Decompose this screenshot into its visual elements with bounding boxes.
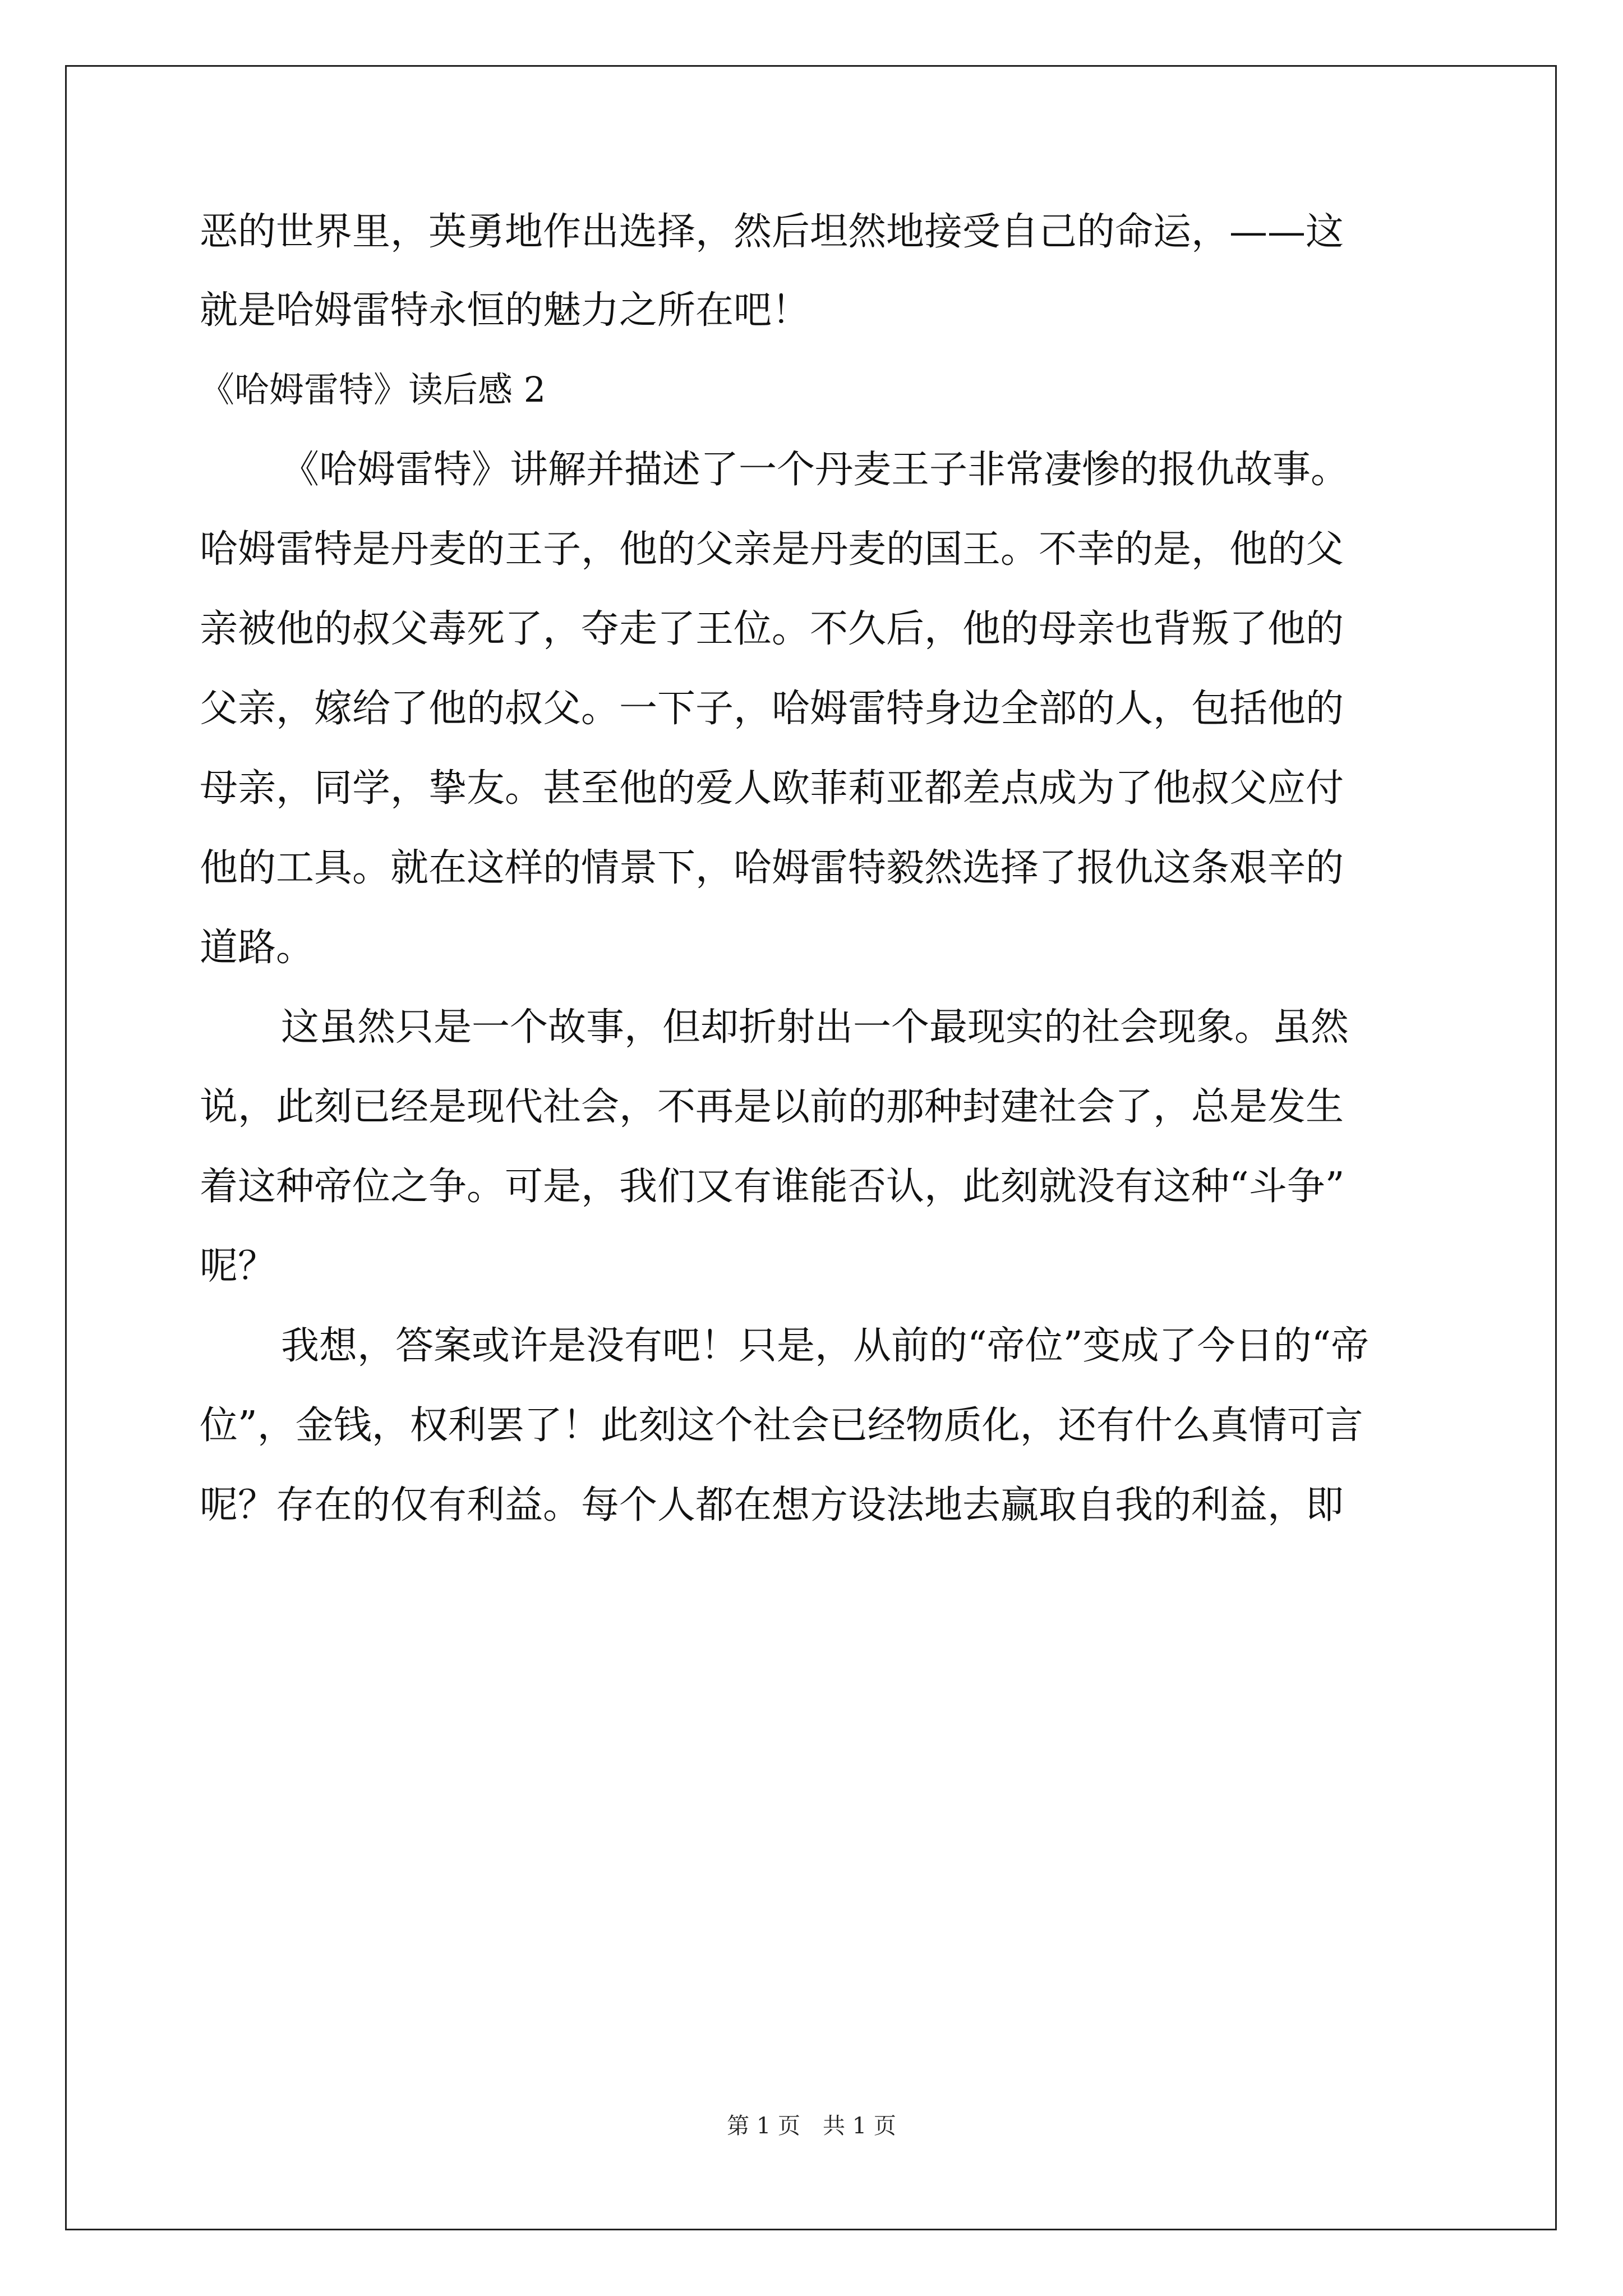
text-line: 《哈姆雷特》讲解并描述了一个丹麦王子非常凄惨的报仇故事。 [281,448,1349,492]
text-line: 我想，答案或许是没有吧！只是，从前的“帝位”变成了今日的“帝 [281,1324,1370,1368]
text-line: 他的工具。就在这样的情景下，哈姆雷特毅然选择了报仇这条艰辛的 [200,846,1344,890]
text-line: 哈姆雷特是丹麦的王子，他的父亲是丹麦的国王。不幸的是，他的父 [200,527,1344,572]
text-line: 亲被他的叔父毒死了，夺走了王位。不久后，他的母亲也背叛了他的 [200,607,1344,651]
page-footer: 第 1 页 共 1 页 [727,2113,896,2139]
text-line: 道路。 [200,926,315,970]
text-line: 呢？ [200,1244,276,1289]
section-heading: 《哈姆雷特》读后感 2 [200,369,546,410]
text-line: 呢？存在的仅有利益。每个人都在想方设法地去赢取自我的利益，即 [200,1483,1344,1527]
text-line: 这虽然只是一个故事，但却折射出一个最现实的社会现象。虽然 [281,1005,1349,1050]
text-line: 父亲，嫁给了他的叔父。一下子，哈姆雷特身边全部的人，包括他的 [200,687,1344,731]
text-line: 就是哈姆雷特永恒的魅力之所在吧！ [200,288,810,333]
text-line: 说，此刻已经是现代社会，不再是以前的那种封建社会了，总是发生 [200,1085,1344,1129]
text-line: 母亲，同学，挚友。甚至他的爱人欧菲莉亚都差点成为了他叔父应付 [200,766,1344,811]
text-line: 着这种帝位之争。可是，我们又有谁能否认，此刻就没有这种“斗争” [200,1165,1345,1209]
text-line: 恶的世界里，英勇地作出选择，然后坦然地接受自己的命运，——这 [200,210,1344,254]
text-line: 位”，金钱，权利罢了！此刻这个社会已经物质化，还有什么真情可言 [200,1404,1363,1448]
